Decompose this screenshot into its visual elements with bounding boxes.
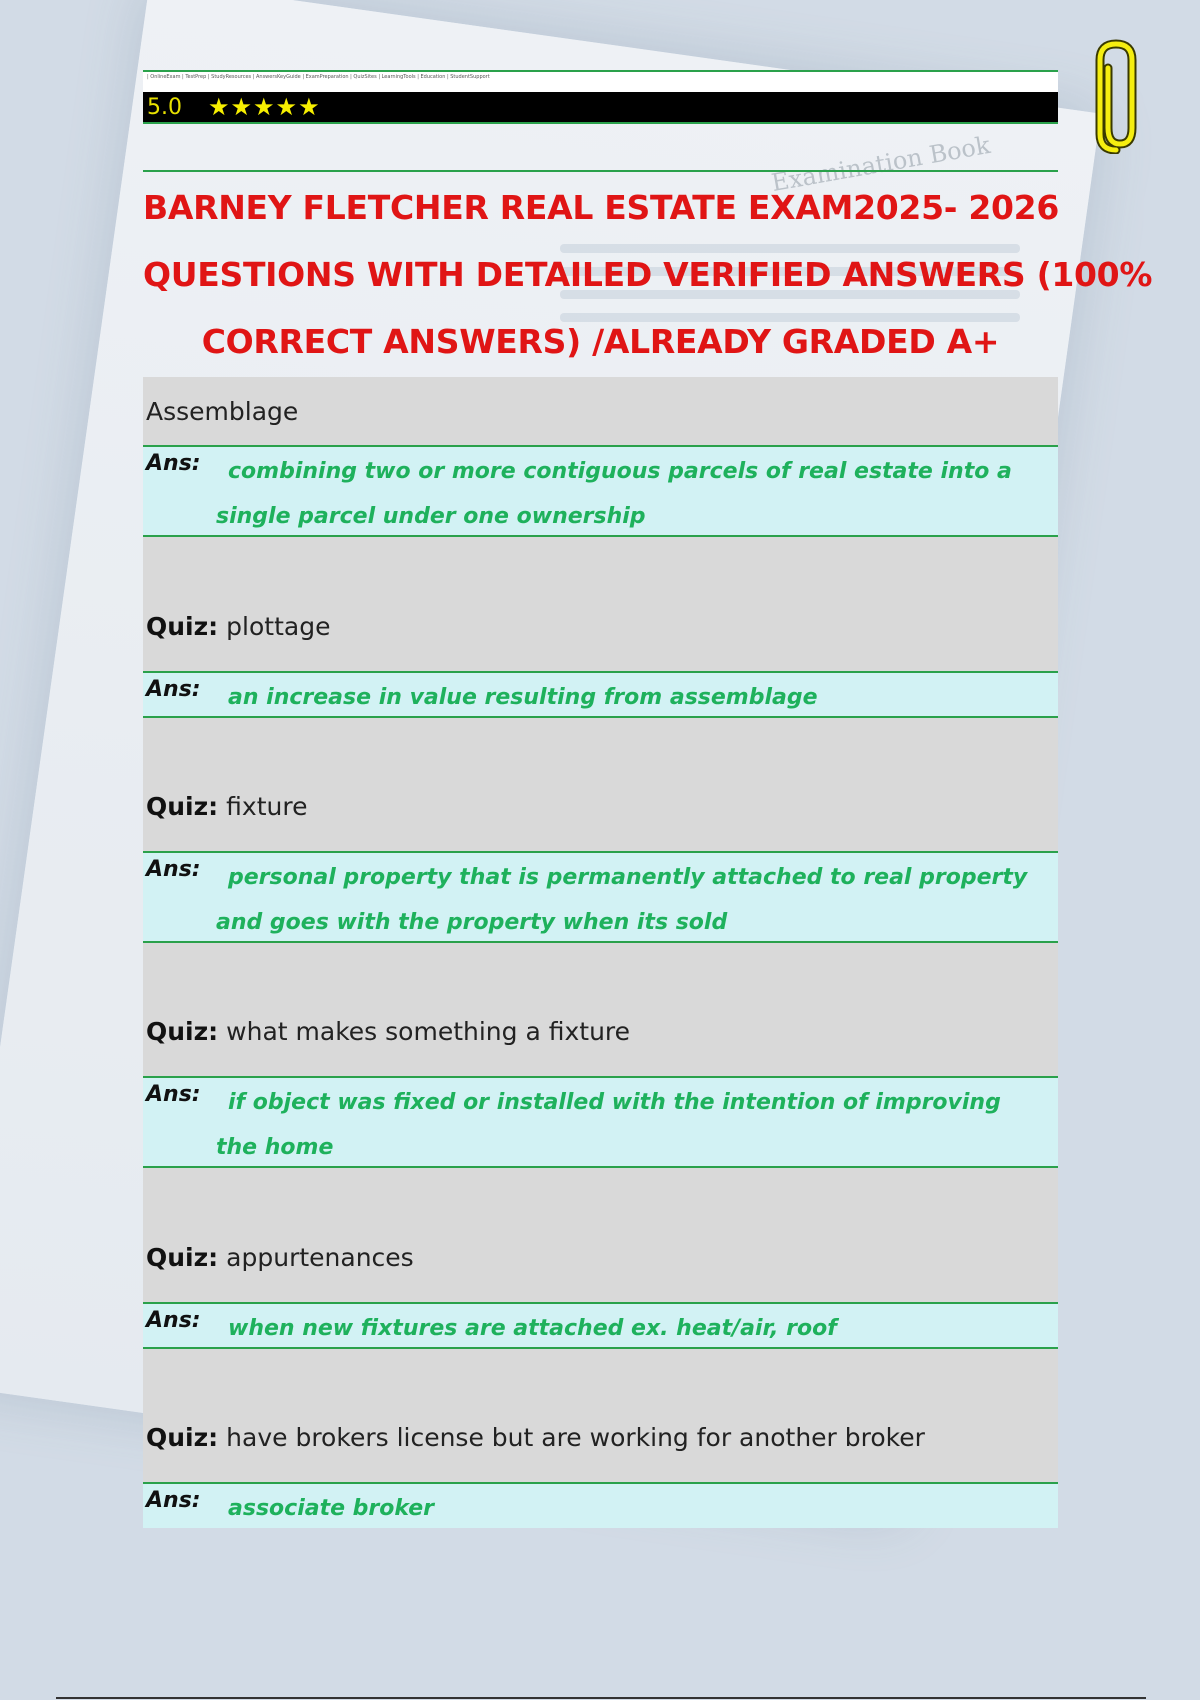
answer-label: Ans:: [146, 451, 201, 476]
quiz-label: Quiz:: [146, 1423, 219, 1452]
background-book-title: Examination Book: [769, 130, 993, 198]
question-text: fixture: [226, 792, 308, 821]
answer-text: an increase in value resulting from assemblage: [228, 685, 818, 710]
answer-label: Ans:: [146, 1488, 201, 1513]
title-line-3: CORRECT ANSWERS) /ALREADY GRADED A+: [201, 322, 1000, 361]
question-text: what makes something a fixture: [226, 1017, 631, 1046]
answer-row: [143, 445, 1058, 537]
title-line-2: QUESTIONS WITH DETAILED VERIFIED ANSWERS (100%: [143, 255, 1153, 294]
answer-row: [143, 1482, 1058, 1528]
question-text: plottage: [226, 612, 331, 641]
rating-bar: [143, 92, 1058, 124]
answer-row: [143, 1302, 1058, 1349]
answer-row: [143, 851, 1058, 943]
question-row: [143, 377, 1058, 445]
footer-rule: [56, 1697, 1146, 1699]
question-text: have brokers license but are working for another broker: [226, 1423, 925, 1452]
answer-text: if object was fixed or installed with the intention of improving the home: [216, 1090, 1001, 1160]
question-text: Assemblage: [146, 396, 299, 426]
header-keywords: | OnlineExam | TestPrep | StudyResources | AnswersKeyGuide | ExamPreparation | QuizSites | LearningTools | Education | StudentSupport: [143, 70, 1058, 92]
quiz-label: Quiz:: [146, 1017, 219, 1046]
answer-text: personal property that is permanently attached to real property and goes with the property when its sold: [216, 865, 1028, 935]
question-row: [143, 537, 1058, 671]
answer-label: Ans:: [146, 677, 201, 702]
rating-value: 5.0: [147, 94, 182, 120]
question-row: [143, 943, 1058, 1076]
answer-label: Ans:: [146, 1308, 201, 1333]
answer-text: associate broker: [228, 1496, 435, 1521]
star-rating-icon: ★★★★★: [208, 93, 321, 121]
qa-list: [143, 377, 1058, 1528]
paperclip-icon: [1090, 38, 1142, 154]
question-row: [143, 718, 1058, 851]
quiz-label: Quiz:: [146, 792, 219, 821]
quiz-label: Quiz:: [146, 612, 219, 641]
answer-label: Ans:: [146, 857, 201, 882]
title-line-1: BARNEY FLETCHER REAL ESTATE EXAM2025- 2026: [143, 188, 1059, 227]
answer-text: combining two or more contiguous parcels of real estate into a single parcel under one ownership: [216, 459, 1012, 529]
answer-row: [143, 671, 1058, 718]
document-page: [143, 70, 1153, 1528]
question-row: [143, 1349, 1058, 1482]
question-text: appurtenances: [226, 1243, 414, 1272]
answer-label: Ans:: [146, 1082, 201, 1107]
answer-text: when new fixtures are attached ex. heat/air, roof: [228, 1316, 837, 1341]
answer-row: [143, 1076, 1058, 1168]
question-row: [143, 1168, 1058, 1302]
document-title: [143, 170, 1153, 375]
quiz-label: Quiz:: [146, 1243, 219, 1272]
